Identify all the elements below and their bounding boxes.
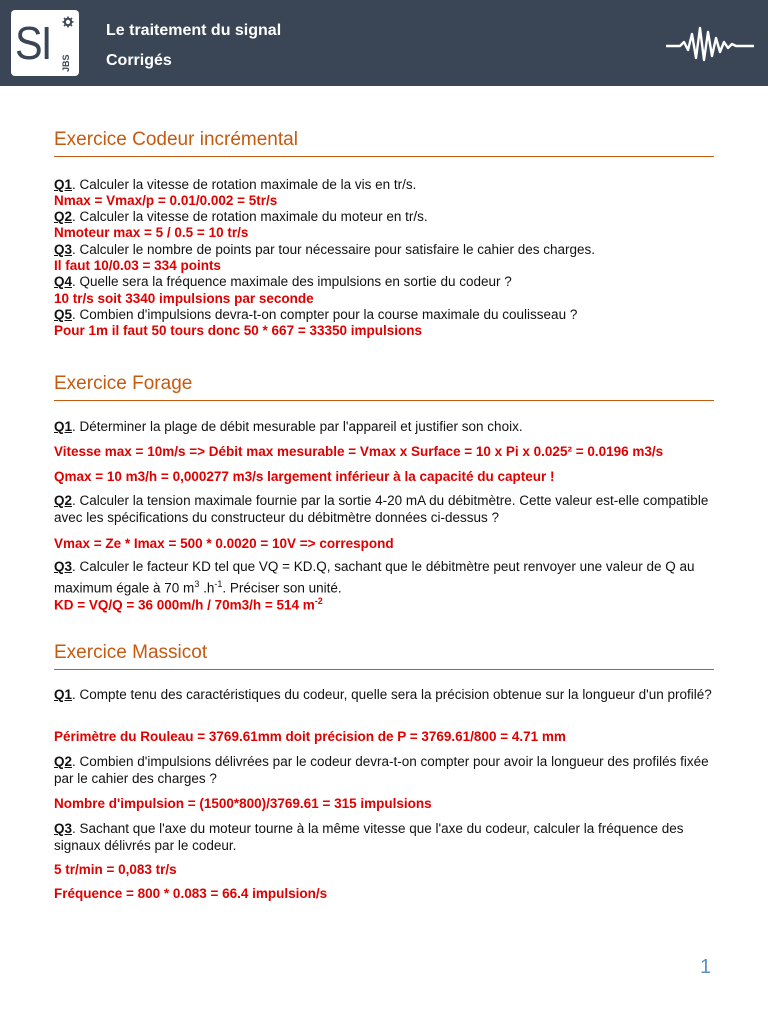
question-text: . Déterminer la plage de débit mesurable par l'appareil et justifier son choix. xyxy=(72,419,523,434)
section-title: Exercice Codeur incrémental xyxy=(54,128,714,157)
question-text: . Calculer la tension maximale fournie par la sortie 4-20 mA du débitmètre. Cette valeur est-elle compatible avec les spécifications du constructeur du débitmètre données ci-dessus ? xyxy=(54,493,709,525)
question-line xyxy=(54,493,714,526)
answer-line: Périmètre du Rouleau = 3769.61mm doit précision de P = 3769.61/800 = 4.71 mm xyxy=(54,729,566,744)
question-line xyxy=(54,559,714,597)
question-text: . Sachant que l'axe du moteur tourne à la même vitesse que l'axe du codeur, calculer la fréquence des signaux délivrés par le codeur. xyxy=(54,821,684,853)
superscript: 3 xyxy=(194,578,200,589)
answer-line: Vmax = Ze * Imax = 500 * 0.0020 = 10V => correspond xyxy=(54,536,394,551)
page-title: Le traitement du signal xyxy=(106,22,282,39)
question-label: Q2 xyxy=(54,493,73,508)
question-label: Q1 xyxy=(54,177,73,192)
question-line xyxy=(54,307,714,324)
answer-line: Fréquence = 800 * 0.083 = 66.4 impulsion/s xyxy=(54,886,328,901)
question-label: Q2 xyxy=(54,209,73,224)
answer-line: Qmax = 10 m3/h = 0,000277 m3/s largement inférieur à la capacité du capteur ! xyxy=(54,469,555,484)
question-text: . Quelle sera la fréquence maximale des impulsions en sortie du codeur ? xyxy=(72,274,512,289)
section-title: Exercice Forage xyxy=(54,372,714,401)
logo-text: SI xyxy=(15,17,51,69)
question-label: Q5 xyxy=(54,307,73,322)
page-number: 1 xyxy=(700,956,712,978)
page-subtitle: Corrigés xyxy=(106,52,172,69)
question-line xyxy=(54,242,714,259)
question-line xyxy=(54,419,714,436)
question-text: . Combien d'impulsions délivrées par le codeur devra-t-on compter pour avoir la longueur des profilés fixée par le cahier des charges ? xyxy=(54,754,709,786)
section-forage xyxy=(54,372,714,613)
answer-line: Pour 1m il faut 50 tours donc 50 * 667 = 33350 impulsions xyxy=(54,323,423,338)
gear-icon xyxy=(62,16,74,28)
question-line xyxy=(54,209,714,226)
question-label: Q4 xyxy=(54,274,73,289)
question-text: .h xyxy=(199,580,215,595)
question-line xyxy=(54,177,714,194)
question-text: . Préciser son unité. xyxy=(222,580,342,595)
answer-line xyxy=(54,593,714,614)
section-massicot xyxy=(54,641,714,901)
question-text: . Calculer le nombre de points par tour nécessaire pour satisfaire le cahier des charges. xyxy=(72,242,596,257)
answer-line: 5 tr/min = 0,083 tr/s xyxy=(54,862,177,877)
answer-line: Nmax = Vmax/p = 0.01/0.002 = 5tr/s xyxy=(54,193,278,208)
question-label: Q1 xyxy=(54,687,73,702)
answer-line: Il faut 10/0.03 = 334 points xyxy=(54,258,221,273)
question-label: Q1 xyxy=(54,419,73,434)
question-text: . Calculer la vitesse de rotation maximale de la vis en tr/s. xyxy=(72,177,417,192)
question-line xyxy=(54,821,714,854)
page-header xyxy=(0,0,768,86)
question-label: Q3 xyxy=(54,242,73,257)
question-label: Q3 xyxy=(54,559,73,574)
answer-line: Vitesse max = 10m/s => Débit max mesurable = Vmax x Surface = 10 x Pi x 0.025² = 0.0196 m3/s xyxy=(54,444,664,459)
question-line xyxy=(54,687,714,704)
question-text: . Calculer la vitesse de rotation maximale du moteur en tr/s. xyxy=(72,209,428,224)
logo xyxy=(11,10,79,76)
answer-line: Nmoteur max = 5 / 0.5 = 10 tr/s xyxy=(54,225,249,240)
section-title: Exercice Massicot xyxy=(54,641,714,670)
question-line xyxy=(54,754,714,787)
answer-line: 10 tr/s soit 3340 impulsions par seconde xyxy=(54,291,314,306)
question-label: Q2 xyxy=(54,754,73,769)
question-text: . Compte tenu des caractéristiques du codeur, quelle sera la précision obtenue sur la longueur d'un profilé? xyxy=(72,687,712,702)
signal-wave-icon xyxy=(666,24,754,64)
logo-subtext: JBS xyxy=(61,54,71,72)
superscript: -2 xyxy=(314,596,323,606)
section-codeur xyxy=(54,128,714,338)
question-text: . Calculer le facteur KD tel que VQ = KD.Q, sachant que le débitmètre peut renvoyer une valeur de Q au maximum égale à 70 m xyxy=(54,559,695,595)
question-line xyxy=(54,274,714,291)
answer-line: Nombre d'impulsion = (1500*800)/3769.61 = 315 impulsions xyxy=(54,796,432,811)
answer-text: KD = VQ/Q = 36 000m/h / 70m3/h = 514 m xyxy=(54,597,315,613)
question-text: . Combien d'impulsions devra-t-on compter pour la course maximale du coulisseau ? xyxy=(72,307,578,322)
question-label: Q3 xyxy=(54,821,73,836)
superscript: -1 xyxy=(214,578,223,589)
